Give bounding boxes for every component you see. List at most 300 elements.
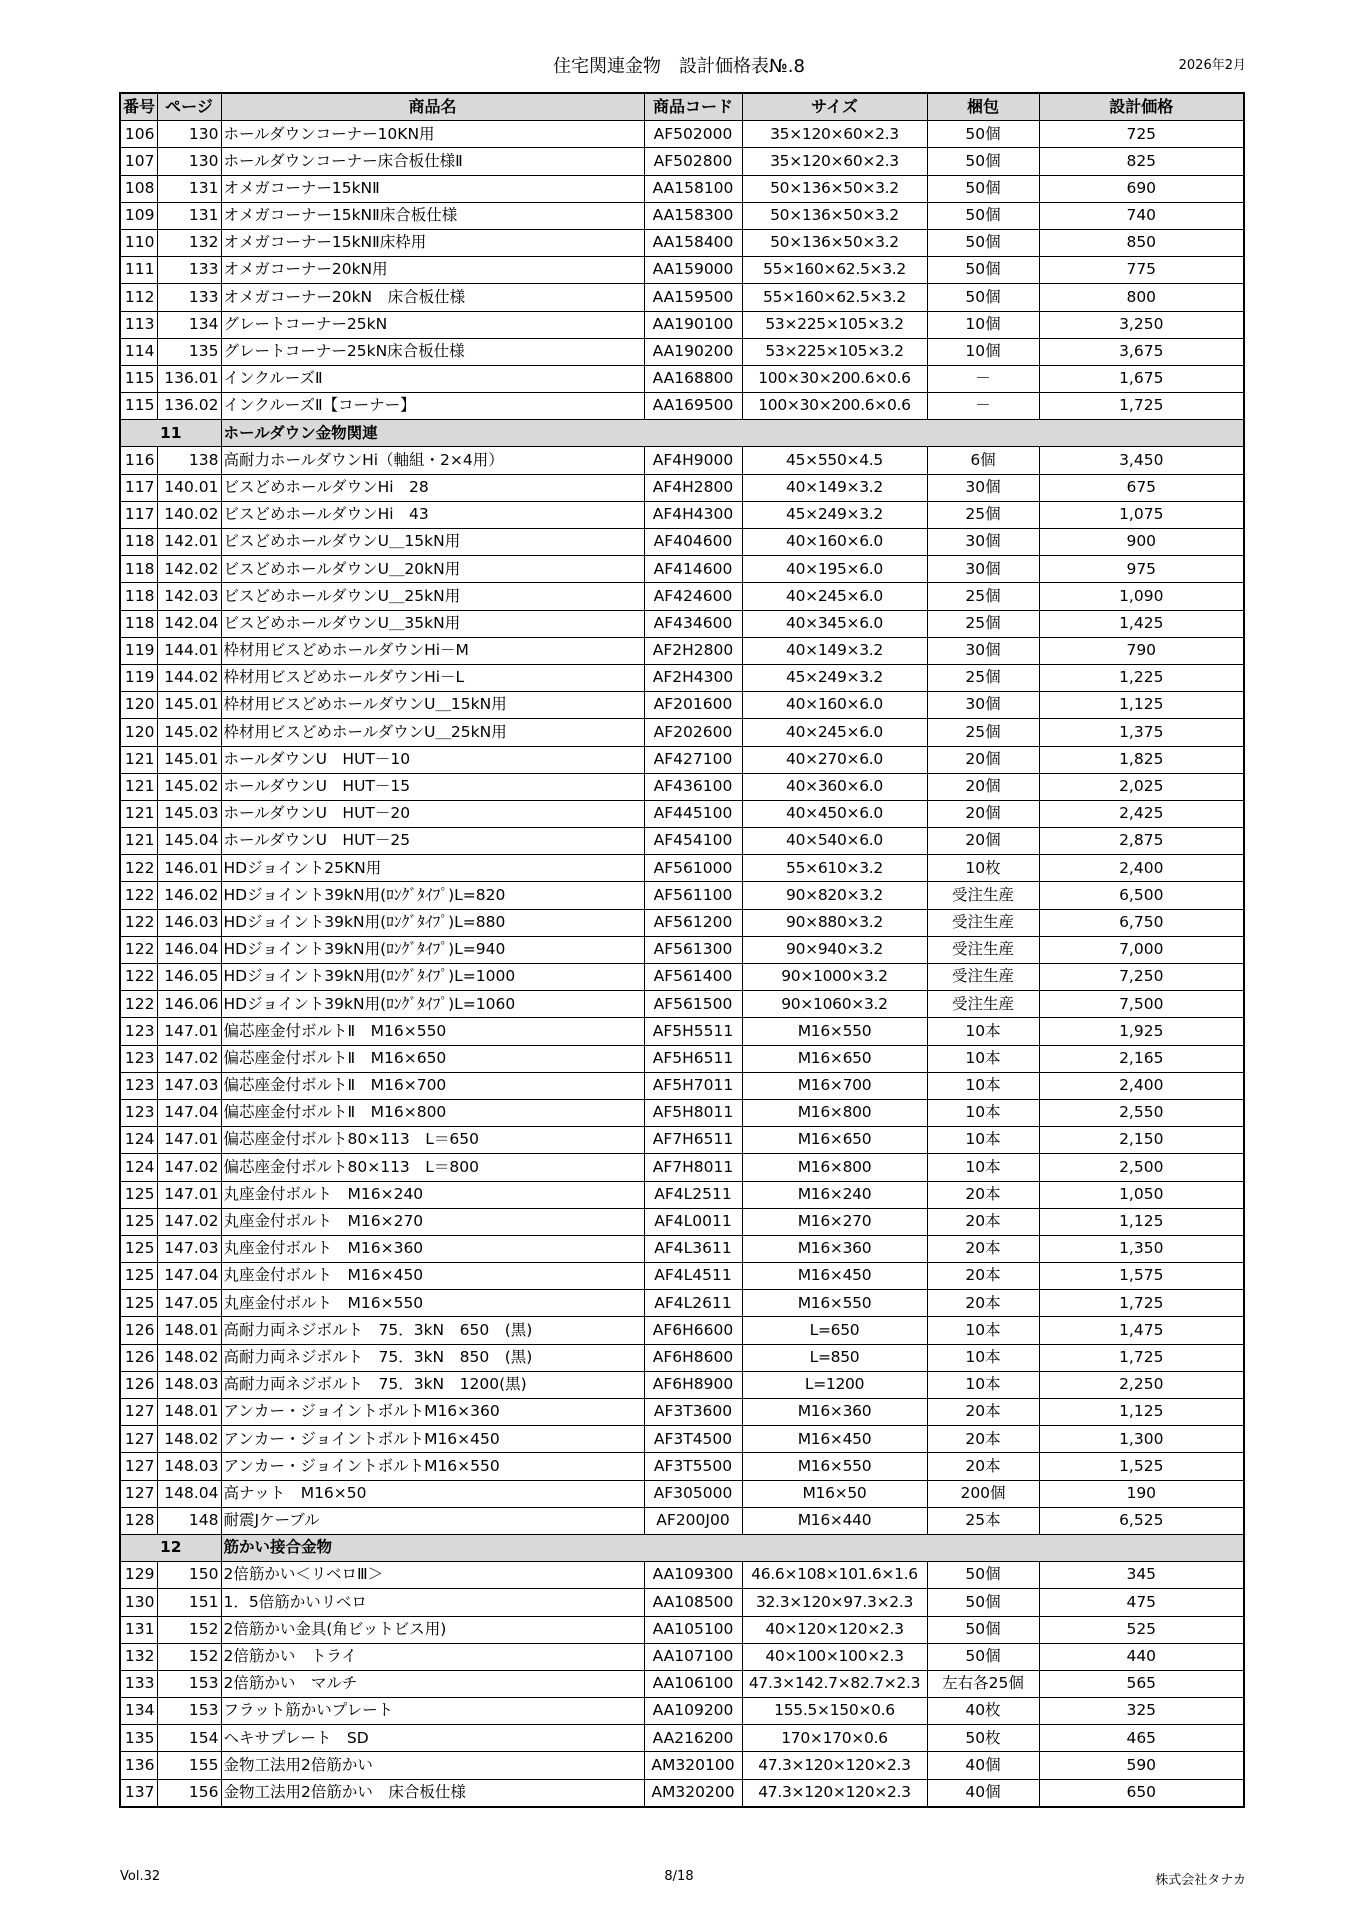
cell-product-name: HDジョイント39kN用(ﾛﾝｸﾞﾀｲﾌﾟ)L=1000 [221,964,644,991]
cell-number: 125 [120,1208,157,1235]
cell-product-name: ビスどめホールダウンU＿35kN用 [221,610,644,637]
cell-size: 40×540×6.0 [742,828,927,855]
cell-size: 90×940×3.2 [742,936,927,963]
cell-page: 145.01 [157,692,221,719]
cell-page: 147.02 [157,1208,221,1235]
cell-price: 2,425 [1039,800,1244,827]
section-number: 11 [120,420,221,447]
cell-number: 120 [120,692,157,719]
table-row [120,664,1244,691]
cell-product-name: 2倍筋かい マルチ [221,1670,644,1697]
cell-product-name: オメガコーナー20kN 床合板仕様 [221,284,644,311]
cell-product-code: AF454100 [644,828,742,855]
cell-number: 130 [120,1589,157,1616]
cell-page: 135 [157,338,221,365]
cell-product-code: AF201600 [644,692,742,719]
table-row [120,229,1244,256]
cell-price: 525 [1039,1616,1244,1643]
cell-number: 125 [120,1235,157,1262]
cell-product-code: AF561200 [644,909,742,936]
cell-product-code: AA159500 [644,284,742,311]
cell-product-name: 偏芯座金付ボルトⅡ M16×650 [221,1045,644,1072]
table-row [120,393,1244,420]
cell-size: 40×195×6.0 [742,556,927,583]
cell-product-name: オメガコーナー15kNⅡ床枠用 [221,229,644,256]
cell-price: 6,750 [1039,909,1244,936]
cell-packing: 20本 [927,1181,1039,1208]
cell-page: 148.01 [157,1399,221,1426]
cell-product-code: AA109200 [644,1698,742,1725]
cell-product-name: 2倍筋かい金具(角ビットビス用) [221,1616,644,1643]
table-row [120,1616,1244,1643]
table-row [120,121,1244,148]
cell-packing: 25個 [927,610,1039,637]
cell-number: 117 [120,474,157,501]
cell-page: 152 [157,1643,221,1670]
cell-number: 132 [120,1643,157,1670]
cell-number: 122 [120,936,157,963]
cell-product-code: AF6H6600 [644,1317,742,1344]
cell-size: 32.3×120×97.3×2.3 [742,1589,927,1616]
cell-page: 145.03 [157,800,221,827]
cell-product-name: 枠材用ビスどめホールダウンU＿15kN用 [221,692,644,719]
cell-size: M16×550 [742,1453,927,1480]
cell-packing: 20個 [927,828,1039,855]
cell-size: M16×650 [742,1045,927,1072]
cell-product-code: AF424600 [644,583,742,610]
cell-product-name: ホールダウンU HUT－25 [221,828,644,855]
cell-size: 40×160×6.0 [742,692,927,719]
cell-product-name: 1．5倍筋かいリベロ [221,1589,644,1616]
cell-page: 148.02 [157,1344,221,1371]
cell-size: M16×440 [742,1507,927,1534]
cell-product-code: AF434600 [644,610,742,637]
cell-size: 90×1000×3.2 [742,964,927,991]
cell-price: 1,725 [1039,1344,1244,1371]
cell-packing: 受注生産 [927,964,1039,991]
cell-price: 800 [1039,284,1244,311]
table-row [120,1480,1244,1507]
section-title: ホールダウン金物関連 [221,420,1244,447]
cell-product-name: HDジョイント39kN用(ﾛﾝｸﾞﾀｲﾌﾟ)L=880 [221,909,644,936]
cell-price: 190 [1039,1480,1244,1507]
cell-product-code: AF561500 [644,991,742,1018]
cell-page: 142.01 [157,529,221,556]
table-row [120,936,1244,963]
table-body [120,121,1244,1807]
cell-price: 475 [1039,1589,1244,1616]
cell-product-name: ビスどめホールダウンU＿25kN用 [221,583,644,610]
table-row [120,365,1244,392]
cell-product-name: ビスどめホールダウンU＿20kN用 [221,556,644,583]
cell-product-code: AF4H2800 [644,474,742,501]
table-row [120,1399,1244,1426]
cell-number: 115 [120,393,157,420]
cell-number: 115 [120,365,157,392]
cell-product-code: AF414600 [644,556,742,583]
table-row [120,1752,1244,1779]
cell-product-name: ホールダウンU HUT－20 [221,800,644,827]
cell-product-code: AF4L3611 [644,1235,742,1262]
table-row [120,800,1244,827]
cell-page: 145.02 [157,773,221,800]
cell-price: 1,300 [1039,1426,1244,1453]
cell-price: 325 [1039,1698,1244,1725]
cell-product-code: AA216200 [644,1725,742,1752]
cell-page: 140.02 [157,501,221,528]
cell-number: 119 [120,664,157,691]
cell-page: 133 [157,284,221,311]
cell-size: M16×360 [742,1235,927,1262]
cell-price: 6,500 [1039,882,1244,909]
table-row [120,1344,1244,1371]
cell-packing: 受注生産 [927,991,1039,1018]
cell-size: 40×245×6.0 [742,719,927,746]
cell-packing: 受注生産 [927,936,1039,963]
cell-page: 147.03 [157,1072,221,1099]
table-row [120,338,1244,365]
cell-price: 775 [1039,257,1244,284]
table-row [120,909,1244,936]
cell-product-name: オメガコーナー20kN用 [221,257,644,284]
cell-product-name: 金物工法用2倍筋かい 床合板仕様 [221,1779,644,1807]
cell-size: 35×120×60×2.3 [742,148,927,175]
cell-size: M16×650 [742,1127,927,1154]
cell-packing: 50個 [927,229,1039,256]
cell-product-code: AF202600 [644,719,742,746]
cell-number: 122 [120,855,157,882]
cell-number: 109 [120,202,157,229]
table-row [120,1670,1244,1697]
cell-price: 3,675 [1039,338,1244,365]
cell-packing: 10個 [927,338,1039,365]
cell-size: L=650 [742,1317,927,1344]
cell-price: 1,050 [1039,1181,1244,1208]
cell-product-name: 高耐力両ネジボルト 75．3kN 1200(黒) [221,1371,644,1398]
table-row [120,1208,1244,1235]
footer-volume: Vol.32 [120,1869,161,1884]
table-row [120,1045,1244,1072]
cell-product-name: ホールダウンU HUT－15 [221,773,644,800]
cell-page: 147.02 [157,1154,221,1181]
cell-price: 3,450 [1039,447,1244,474]
cell-number: 124 [120,1127,157,1154]
cell-product-code: AF427100 [644,746,742,773]
cell-price: 2,550 [1039,1099,1244,1126]
cell-product-code: AF6H8600 [644,1344,742,1371]
table-row [120,447,1244,474]
cell-size: 45×249×3.2 [742,664,927,691]
cell-page: 147.04 [157,1099,221,1126]
cell-size: L=1200 [742,1371,927,1398]
cell-page: 133 [157,257,221,284]
cell-packing: 20本 [927,1208,1039,1235]
cell-number: 127 [120,1480,157,1507]
cell-product-name: 高耐力ホールダウンHi（軸組・2×4用） [221,447,644,474]
cell-price: 2,165 [1039,1045,1244,1072]
cell-product-code: AF561300 [644,936,742,963]
table-row [120,202,1244,229]
cell-packing: 50個 [927,175,1039,202]
cell-size: 100×30×200.6×0.6 [742,365,927,392]
cell-product-name: ビスどめホールダウンHi 43 [221,501,644,528]
cell-size: 55×160×62.5×3.2 [742,257,927,284]
cell-product-code: AA158100 [644,175,742,202]
cell-page: 153 [157,1670,221,1697]
issue-date: 2026年2月 [1178,58,1246,73]
cell-packing: 25個 [927,583,1039,610]
cell-product-code: AF3T4500 [644,1426,742,1453]
cell-number: 126 [120,1344,157,1371]
footer-company: 株式会社タナカ [1155,1873,1246,1888]
cell-price: 1,575 [1039,1263,1244,1290]
cell-product-code: AF7H8011 [644,1154,742,1181]
table-row [120,1643,1244,1670]
cell-price: 7,000 [1039,936,1244,963]
cell-page: 151 [157,1589,221,1616]
cell-product-code: AF445100 [644,800,742,827]
section-number: 12 [120,1534,221,1561]
cell-price: 1,125 [1039,1208,1244,1235]
cell-size: 50×136×50×3.2 [742,175,927,202]
table-row [120,719,1244,746]
cell-page: 146.04 [157,936,221,963]
table-row [120,1589,1244,1616]
table-row [120,1562,1244,1589]
cell-page: 150 [157,1562,221,1589]
cell-packing: 40個 [927,1779,1039,1807]
cell-packing: 10本 [927,1072,1039,1099]
cell-product-code: AF3T5500 [644,1453,742,1480]
cell-page: 134 [157,311,221,338]
cell-packing: 40枚 [927,1698,1039,1725]
cell-product-code: AF4H4300 [644,501,742,528]
col-header-product-code: 商品コード [644,93,742,121]
cell-number: 120 [120,719,157,746]
page-title: 住宅関連金物 設計価格表№.8 [553,56,805,77]
cell-product-code: AA158300 [644,202,742,229]
cell-product-name: オメガコーナー15kNⅡ [221,175,644,202]
cell-price: 2,875 [1039,828,1244,855]
cell-product-name: オメガコーナー15kNⅡ床合板仕様 [221,202,644,229]
footer-page-number: 8/18 [664,1869,694,1884]
table-row [120,1371,1244,1398]
cell-packing: 30個 [927,474,1039,501]
cell-size: 55×160×62.5×3.2 [742,284,927,311]
cell-product-code: AA107100 [644,1643,742,1670]
cell-number: 121 [120,773,157,800]
table-row [120,474,1244,501]
cell-product-code: AF561100 [644,882,742,909]
cell-number: 123 [120,1099,157,1126]
cell-product-name: 2倍筋かい＜リベロⅢ＞ [221,1562,644,1589]
table-row [120,1127,1244,1154]
cell-price: 900 [1039,529,1244,556]
table-row [120,1235,1244,1262]
table-row [120,746,1244,773]
table-row [120,284,1244,311]
cell-number: 121 [120,746,157,773]
table-row [120,1507,1244,1534]
cell-product-code: AF2H2800 [644,637,742,664]
cell-packing: 20本 [927,1290,1039,1317]
cell-price: 1,350 [1039,1235,1244,1262]
cell-product-code: AF4L2611 [644,1290,742,1317]
cell-packing: 10本 [927,1127,1039,1154]
cell-page: 136.01 [157,365,221,392]
cell-number: 119 [120,637,157,664]
cell-page: 147.03 [157,1235,221,1262]
cell-price: 345 [1039,1562,1244,1589]
cell-number: 111 [120,257,157,284]
cell-packing: 30個 [927,692,1039,719]
cell-product-code: AA108500 [644,1589,742,1616]
cell-page: 144.01 [157,637,221,664]
cell-number: 127 [120,1399,157,1426]
cell-product-code: AA105100 [644,1616,742,1643]
cell-packing: 50個 [927,121,1039,148]
cell-number: 118 [120,529,157,556]
cell-product-code: AF5H8011 [644,1099,742,1126]
cell-packing: 20本 [927,1263,1039,1290]
cell-page: 147.01 [157,1127,221,1154]
table-row [120,1072,1244,1099]
cell-price: 440 [1039,1643,1244,1670]
cell-product-name: HDジョイント25KN用 [221,855,644,882]
cell-product-code: AA190100 [644,311,742,338]
cell-page: 136.02 [157,393,221,420]
cell-price: 1,125 [1039,692,1244,719]
cell-packing: 10本 [927,1317,1039,1344]
cell-size: 46.6×108×101.6×1.6 [742,1562,927,1589]
table-row [120,501,1244,528]
cell-number: 118 [120,556,157,583]
table-row [120,311,1244,338]
cell-packing: 20本 [927,1235,1039,1262]
cell-number: 135 [120,1725,157,1752]
cell-number: 118 [120,583,157,610]
cell-product-name: アンカー・ジョイントボルトM16×450 [221,1426,644,1453]
cell-size: M16×800 [742,1099,927,1126]
cell-size: 53×225×105×3.2 [742,338,927,365]
cell-product-name: 偏芯座金付ボルトⅡ M16×550 [221,1018,644,1045]
cell-price: 1,375 [1039,719,1244,746]
cell-product-name: 2倍筋かい トライ [221,1643,644,1670]
table-row [120,1181,1244,1208]
cell-page: 147.04 [157,1263,221,1290]
cell-size: 47.3×120×120×2.3 [742,1779,927,1807]
cell-page: 153 [157,1698,221,1725]
cell-packing: 10本 [927,1371,1039,1398]
cell-number: 127 [120,1426,157,1453]
col-header-packing: 梱包 [927,93,1039,121]
cell-packing: 20本 [927,1453,1039,1480]
cell-price: 1,475 [1039,1317,1244,1344]
cell-price: 1,090 [1039,583,1244,610]
cell-product-name: 偏芯座金付ボルト80×113 L＝800 [221,1154,644,1181]
cell-packing: 10枚 [927,855,1039,882]
col-header-product-name: 商品名 [221,93,644,121]
cell-product-code: AF5H6511 [644,1045,742,1072]
cell-number: 117 [120,501,157,528]
cell-product-code: AA159000 [644,257,742,284]
table-row [120,882,1244,909]
cell-number: 126 [120,1371,157,1398]
cell-product-code: AF7H6511 [644,1127,742,1154]
cell-product-name: 高耐力両ネジボルト 75．3kN 650 (黒) [221,1317,644,1344]
cell-packing: － [927,393,1039,420]
cell-packing: 25個 [927,501,1039,528]
cell-number: 116 [120,447,157,474]
cell-product-code: AF561400 [644,964,742,991]
cell-price: 7,250 [1039,964,1244,991]
cell-price: 650 [1039,1779,1244,1807]
cell-size: 90×1060×3.2 [742,991,927,1018]
cell-number: 122 [120,909,157,936]
cell-product-name: ビスどめホールダウンU＿15kN用 [221,529,644,556]
cell-packing: 25個 [927,664,1039,691]
cell-size: 40×149×3.2 [742,637,927,664]
cell-number: 118 [120,610,157,637]
cell-page: 132 [157,229,221,256]
cell-packing: 50個 [927,257,1039,284]
cell-product-name: ホールダウンコーナー10KN用 [221,121,644,148]
cell-price: 1,075 [1039,501,1244,528]
cell-product-name: 耐震Jケーブル [221,1507,644,1534]
cell-product-name: ホールダウンU HUT－10 [221,746,644,773]
cell-number: 127 [120,1453,157,1480]
cell-page: 144.02 [157,664,221,691]
cell-page: 155 [157,1752,221,1779]
cell-size: 40×100×100×2.3 [742,1643,927,1670]
cell-price: 2,025 [1039,773,1244,800]
cell-product-name: 丸座金付ボルト M16×240 [221,1181,644,1208]
cell-size: 40×450×6.0 [742,800,927,827]
cell-product-code: AF305000 [644,1480,742,1507]
col-header-page: ページ [157,93,221,121]
cell-number: 122 [120,882,157,909]
cell-number: 125 [120,1263,157,1290]
cell-product-code: AF5H5511 [644,1018,742,1045]
cell-product-name: 金物工法用2倍筋かい [221,1752,644,1779]
cell-number: 107 [120,148,157,175]
cell-page: 154 [157,1725,221,1752]
cell-packing: 10本 [927,1045,1039,1072]
table-row [120,1290,1244,1317]
cell-size: 90×820×3.2 [742,882,927,909]
cell-product-name: ヘキサプレート SD [221,1725,644,1752]
cell-page: 146.06 [157,991,221,1018]
cell-product-code: AF502000 [644,121,742,148]
cell-product-name: 丸座金付ボルト M16×360 [221,1235,644,1262]
cell-page: 148.04 [157,1480,221,1507]
cell-size: 100×30×200.6×0.6 [742,393,927,420]
cell-product-name: グレートコーナー25kN床合板仕様 [221,338,644,365]
table-row [120,637,1244,664]
cell-size: 40×270×6.0 [742,746,927,773]
cell-product-code: AF3T3600 [644,1399,742,1426]
cell-packing: 25個 [927,719,1039,746]
cell-size: M16×240 [742,1181,927,1208]
cell-product-code: AF4L2511 [644,1181,742,1208]
table-row [120,1154,1244,1181]
cell-product-code: AF561000 [644,855,742,882]
cell-price: 690 [1039,175,1244,202]
col-header-number: 番号 [120,93,157,121]
cell-size: 55×610×3.2 [742,855,927,882]
cell-size: 40×345×6.0 [742,610,927,637]
cell-price: 1,425 [1039,610,1244,637]
